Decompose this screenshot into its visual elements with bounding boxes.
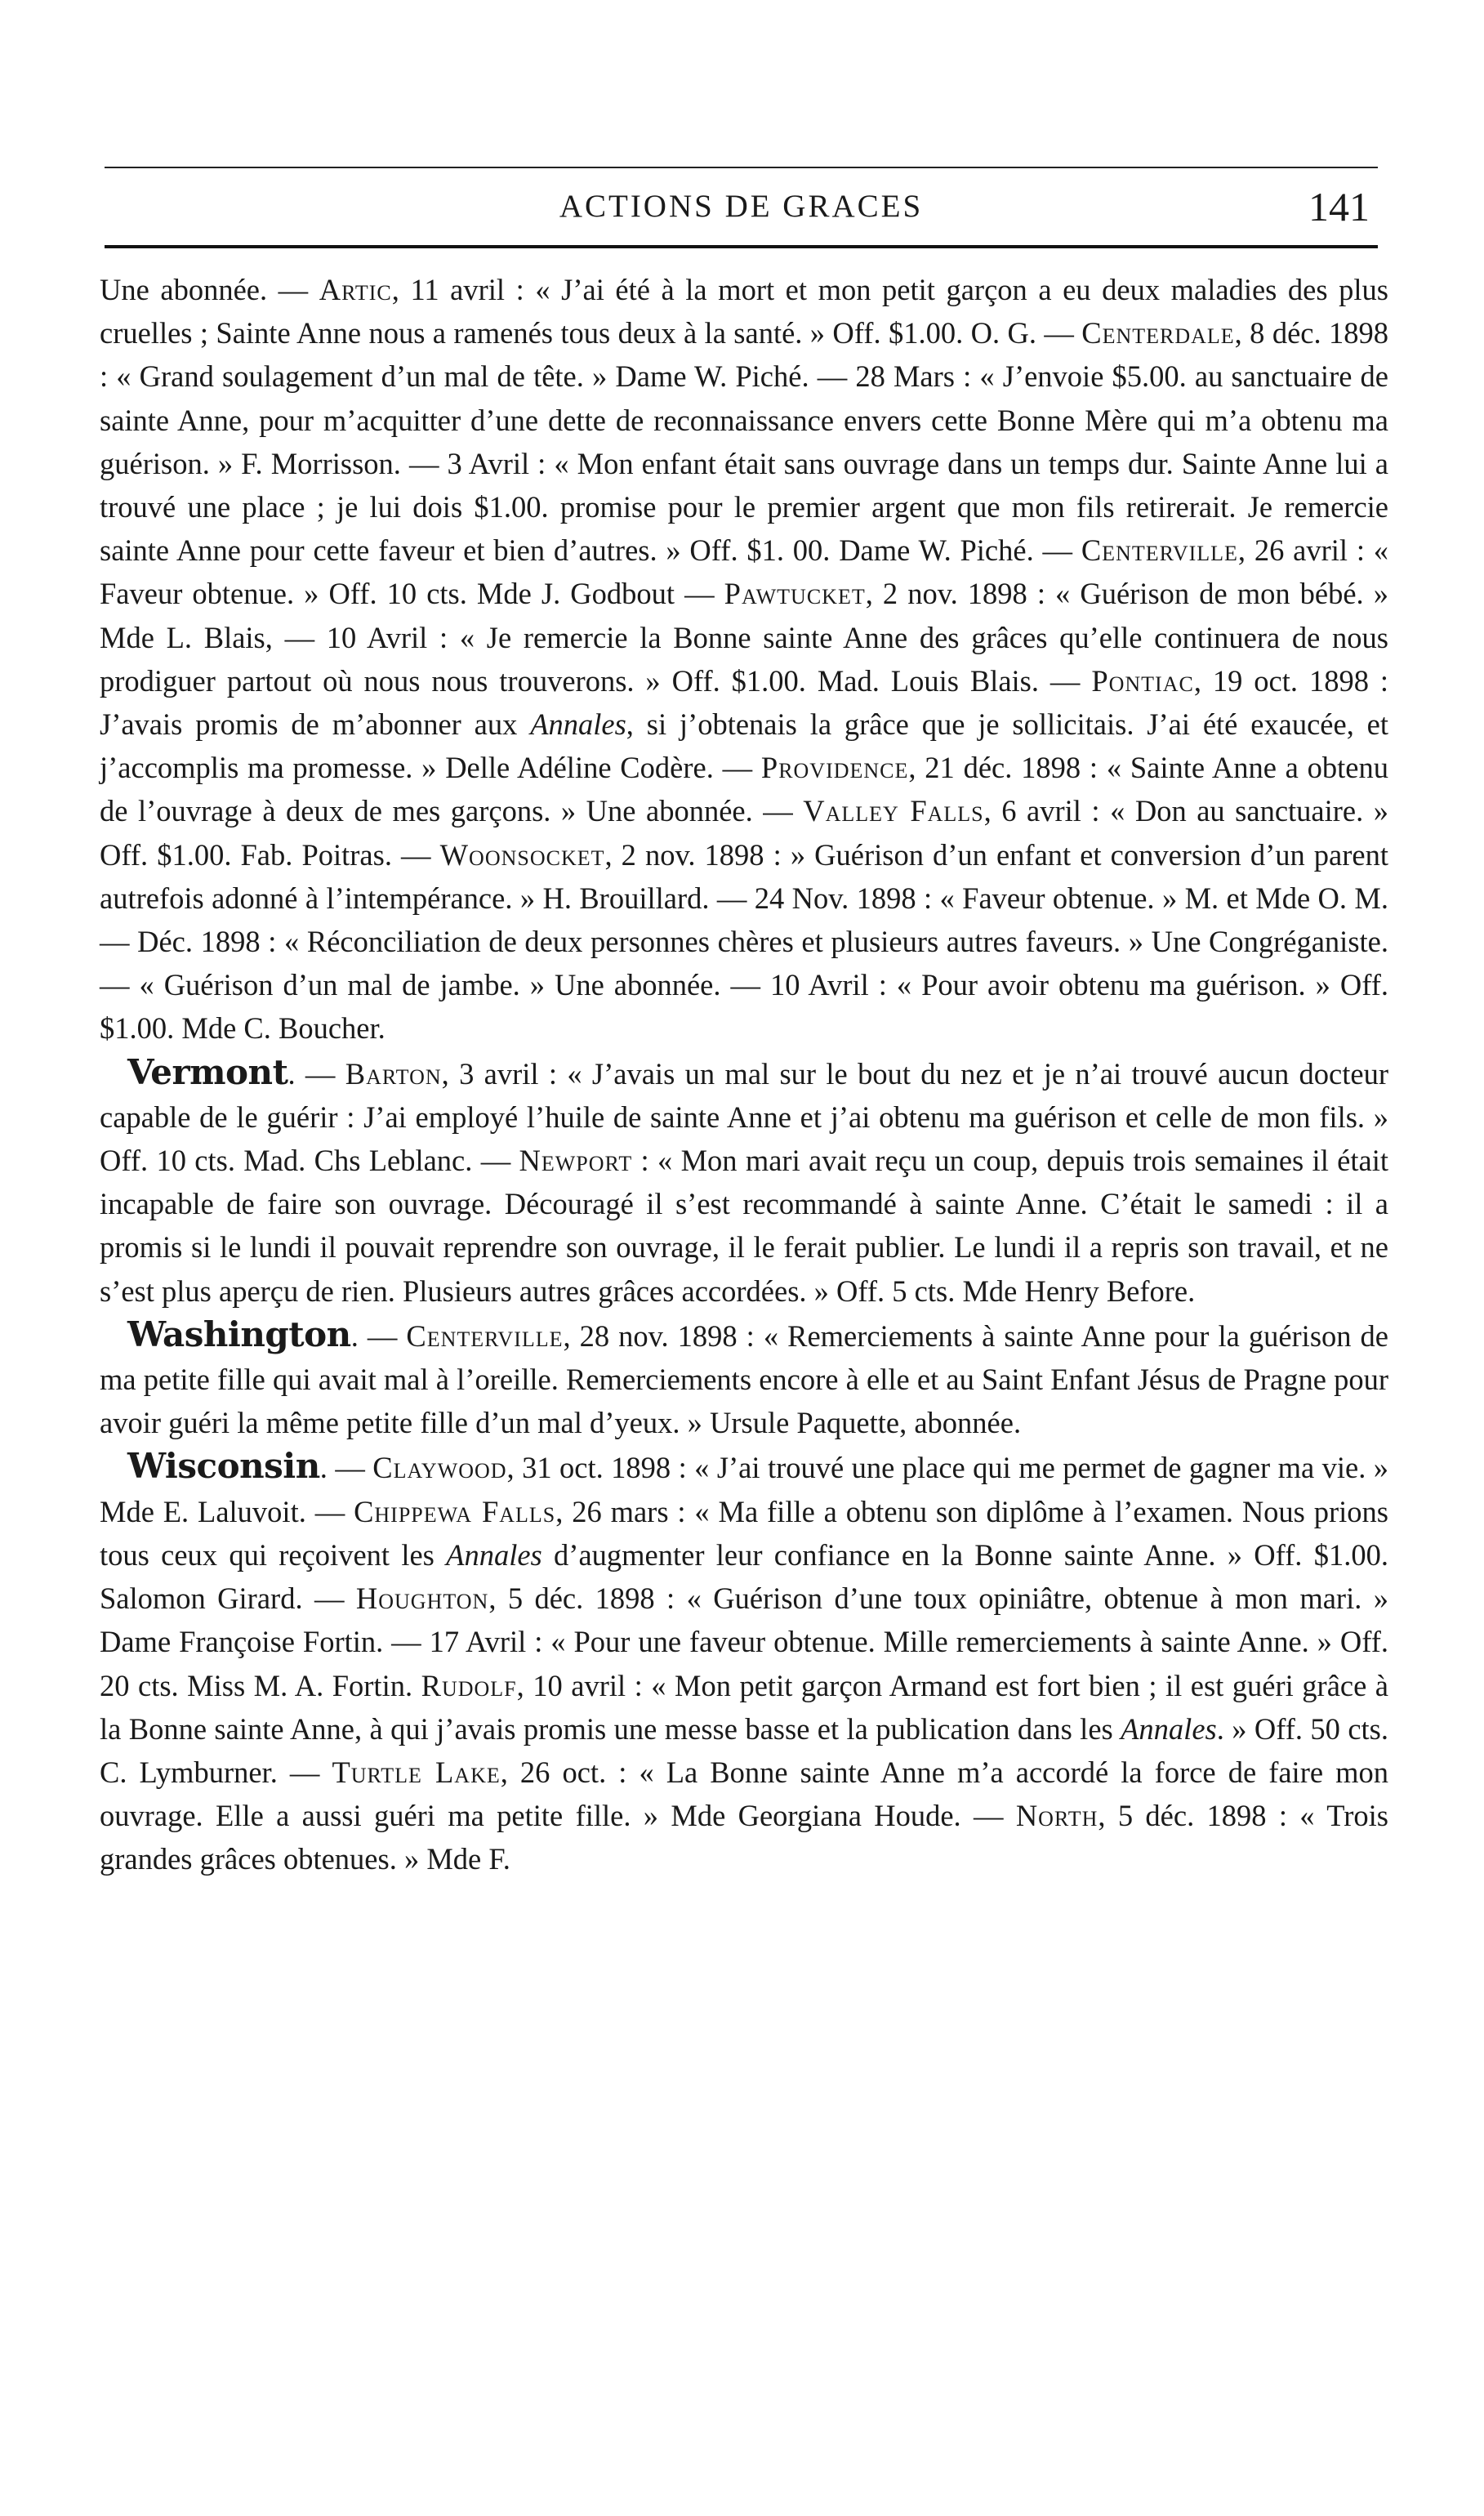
place-name: Providence xyxy=(760,751,909,785)
header-rule xyxy=(105,245,1378,248)
page-number: 141 xyxy=(1308,184,1370,230)
place-name: Claywood xyxy=(372,1451,507,1485)
state-heading-vermont: Vermont xyxy=(127,1051,288,1092)
place-name: Turtle Lake xyxy=(332,1755,501,1789)
place-name: Centerdale xyxy=(1081,316,1235,350)
place-name: Newport xyxy=(519,1144,633,1178)
top-rule xyxy=(105,167,1378,168)
place-name: Rudolf xyxy=(421,1668,517,1702)
place-name: Pontiac xyxy=(1091,663,1194,698)
state-heading-washington: Washington xyxy=(127,1314,351,1354)
place-name: Centerville xyxy=(1081,533,1238,568)
publication-title: Annales xyxy=(1121,1711,1217,1746)
place-name: Chippewa Falls xyxy=(354,1494,556,1528)
place-name: Woonsocket xyxy=(439,837,605,872)
running-head xyxy=(105,183,1378,232)
place-name: Artic xyxy=(319,273,392,306)
running-title: ACTIONS DE GRACES xyxy=(559,189,924,224)
publication-title: Annales xyxy=(530,707,626,742)
place-name: North xyxy=(1015,1799,1099,1833)
paragraph-wisconsin: Wisconsin. — Claywood, 31 oct. 1898 : « J’ai trouvé une place qui me permet de gagner ma vie. » Mde E. Laluvoit. — Chippewa Falls, 26 mars : « Ma fille a obtenu son diplôme à l’examen. Nous prions tous ceux qui reçoivent les Annales d’augmenter leur confiance en la Bonne sainte Anne. » Off. $1.00. Salomon Girard. — Houghton, 5 déc. 1898 : « Guérison d’une toux opiniâtre, obtenue à mon mari. » Dame Françoise Fortin. — 17 Avril : « Pour une faveur obtenue. Mille remerciements à sainte Anne. » Off. 20 cts. Miss M. A. Fortin. Rudolf, 10 avril : « Mon petit garçon Armand est fort bien ; il est guéri grâce à la Bonne sainte Anne, à qui j’avais promis une messe basse et la publication dans les Annales. » Off. 50 cts. C. Lymburner. — Turtle Lake, 26 oct. : « La Bonne sainte Anne m’a accordé la force de faire mon ouvrage. Elle a aussi guéri ma petite fille. » Mde Georgiana Houde. — North, 5 déc. 1898 : « Trois grandes grâces obtenues. » Mde F. xyxy=(100,1446,1389,1876)
state-heading-wisconsin: Wisconsin xyxy=(127,1446,320,1487)
place-name: Pawtucket xyxy=(724,577,866,611)
place-name: Centerville xyxy=(406,1318,564,1353)
publication-title: Annales xyxy=(446,1537,542,1572)
place-name: Valley Falls xyxy=(803,794,984,828)
paragraph-vermont: Vermont. — Barton, 3 avril : « J’avais un mal sur le bout du nez et je n’ai trouvé aucun docteur capable de le guérir : J’ai employé l’huile de sainte Anne et j’ai obtenu ma guérison et celle de mon fils. » Off. 10 cts. Mad. Chs Leblanc. — Newport : « Mon mari avait reçu un coup, depuis trois semaines il était incapable de faire son ouvrage. Découragé il s’est recommandé à sainte Anne. C’était le samedi : il a promis si le lundi il pouvait reprendre son ouvrage, il le ferait publier. Le lundi il a repris son travail, et ne s’est plus aperçu de rien. Plusieurs autres grâces accordées. » Off. 5 cts. Mde Henry Before. xyxy=(100,1051,1388,1308)
place-name: Barton xyxy=(345,1056,442,1091)
paragraph-washington: Washington. — Centerville, 28 nov. 1898 : « Remerciements à sainte Anne pour la guérison de ma petite fille qui avait mal à l’oreille. Remerciements encore à elle et au Saint Enfant Jésus de Pragne pour avoir guéri la même petite fille d’un mal d’yeux. » Ursule Paquette, abonnée. xyxy=(100,1314,1388,1440)
paragraph-rhode-island-entries: Une abonnée. — Artic, 11 avril : « J’ai été à la mort et mon petit garçon a eu deux maladies des plus cruelles ; Sainte Anne nous a ramenés tous deux à la santé. » Off. $1.00. O. G. — Centerdale, 8 déc. 1898 : « Grand soulagement d’un mal de tête. » Dame W. Piché. — 28 Mars : « J’envoie $5.00. au sanctuaire de sainte Anne, pour m’acquitter d’une dette de reconnaissance envers cette Bonne Mère qui m’a obtenu ma guérison. » F. Morrisson. — 3 Avril : « Mon enfant était sans ouvrage dans un temps dur. Sainte Anne lui a trouvé une place ; je lui dois $1.00. promise pour le premier argent que mon fils retirerait. Je remercie sainte Anne pour cette faveur et bien d’autres. » Off. $1. 00. Dame W. Piché. — Centerville, 26 avril : « Faveur obtenue. » Off. 10 cts. Mde J. Godbout — Pawtucket, 2 nov. 1898 : « Guérison de mon bébé. » Mde L. Blais, — 10 Avril : « Je remercie la Bonne sainte Anne des grâces qu’elle continuera de nous prodiguer partout où nous nous trouverons. » Off. $1.00. Mad. Louis Blais. — Pontiac, 19 oct. 1898 : J’avais promis de m’abonner aux Annales, si j’obtenais la grâce que je sollicitais. J’ai été exaucée, et j’accomplis ma promesse. » Delle Adéline Codère. — Providence, 21 déc. 1898 : « Sainte Anne a obtenu de l’ouvrage à deux de mes garçons. » Une abonnée. — Valley Falls, 6 avril : « Don au sanctuaire. » Off. $1.00. Fab. Poitras. — Woonsocket, 2 nov. 1898 : » Guérison d’un enfant et conversion d’un parent autrefois adonné à l’intempérance. » H. Brouillard. — 24 Nov. 1898 : « Faveur obtenue. » M. et Mde O. M. — Déc. 1898 : « Réconciliation de deux personnes chères et plusieurs autres faveurs. » Une Congréganiste. — « Guérison d’un mal de jambe. » Une abonnée. — 10 Avril : « Pour avoir obtenu ma guérison. » Off. $1.00. Mde C. Boucher. xyxy=(100,273,1389,1046)
place-name: Houghton xyxy=(355,1581,489,1616)
body-text xyxy=(100,268,1388,1881)
